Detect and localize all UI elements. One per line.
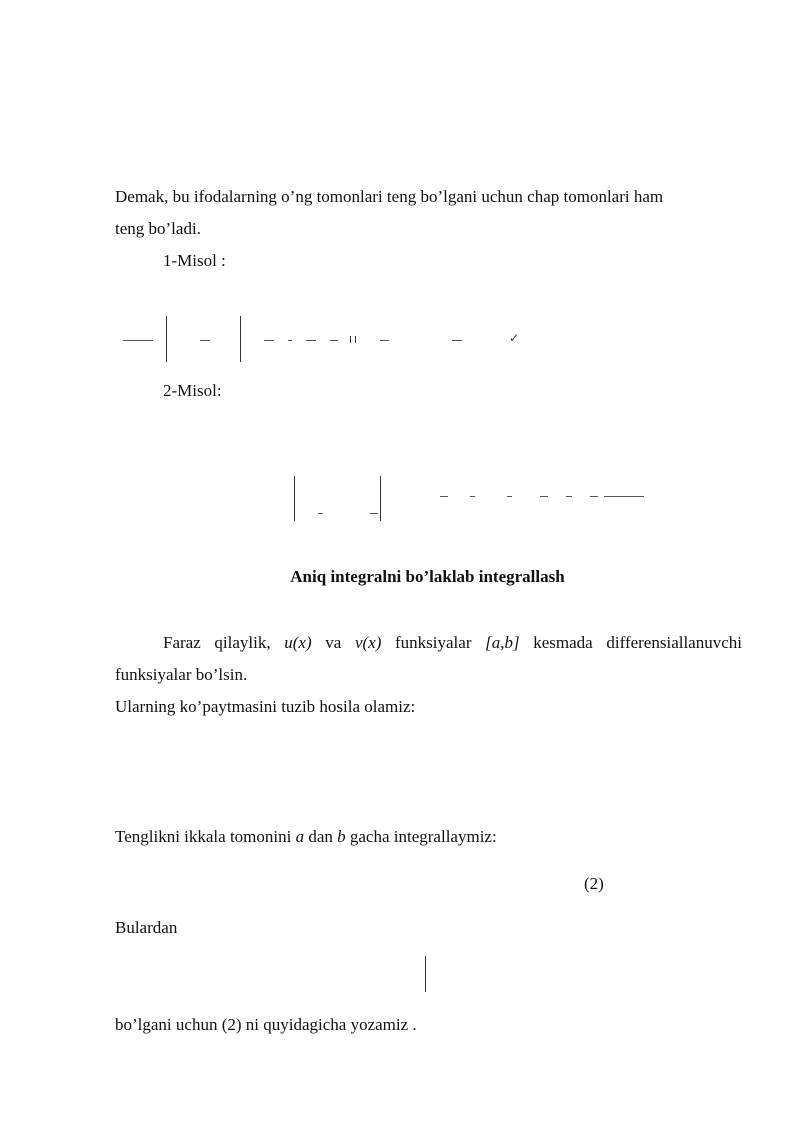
formula-1-fraction-bar [123, 340, 153, 341]
p2-func-v: v(x) [354, 633, 382, 652]
formula-1-stroke [330, 340, 338, 341]
formula-1-stroke [350, 336, 351, 343]
p2-func-u: u(x) [284, 633, 312, 652]
equation-number: (2) [584, 874, 604, 893]
formula-2-stroke [470, 496, 475, 497]
p4-text-dan: dan [308, 827, 333, 846]
formula-2-eval-bar-left [294, 476, 295, 521]
paragraph-1-line-2: teng bo’ladi. [115, 219, 201, 238]
formula-1-stroke [380, 340, 389, 341]
paragraph-2-line-2: funksiyalar bo’lsin. [115, 665, 248, 684]
p2-text-va: va [325, 633, 342, 652]
p2-text-c: kesmada differensiallanuvchi [533, 633, 742, 652]
p2-interval: [a,b] [485, 633, 520, 652]
formula-1-stroke [288, 340, 292, 341]
p4-text-c: gacha integrallaymiz: [349, 827, 497, 846]
formula-1-eval-bar-right [240, 316, 241, 362]
formula-1-radical-mark: ✓ [509, 331, 520, 345]
formula-1-stroke [200, 340, 210, 341]
formula-1-stroke [306, 340, 316, 341]
paragraph-3: Ularning ko’paytmasini tuzib hosila olamiz: [115, 697, 416, 716]
formula-2-stroke [507, 496, 512, 497]
example-1-label: 1-Misol : [163, 251, 226, 270]
formula-1-stroke [452, 340, 462, 341]
section-heading: Aniq integralni bo’laklab integrallash [290, 567, 565, 586]
formula-2-stroke [370, 513, 378, 514]
formula-2-eval-bar-right [380, 476, 381, 521]
paragraph-5: Bulardan [115, 918, 178, 937]
formula-1-stroke [355, 336, 356, 343]
example-2-label: 2-Misol: [163, 381, 222, 400]
formula-1-stroke [264, 340, 274, 341]
formula-2-stroke [540, 496, 548, 497]
p4-text-a: Tenglikni ikkala tomonini [115, 827, 292, 846]
paragraph-6: bo’lgani uchun (2) ni quyidagicha yozamiz . [115, 1015, 417, 1034]
formula-2-stroke [318, 513, 323, 514]
paragraph-4 [115, 827, 497, 847]
formula-2-stroke [566, 496, 572, 497]
paragraph-1-line-1: Demak, bu ifodalarning o’ng tomonlari teng bo’lgani uchun chap tomonlari ham [115, 187, 664, 206]
formula-3-eval-bar [425, 956, 426, 992]
p4-var-a: a [295, 827, 305, 846]
formula-1-eval-bar-left [166, 316, 167, 362]
p2-text-b: funksiyalar [395, 633, 472, 652]
formula-2-stroke [440, 496, 448, 497]
p4-var-b: b [337, 827, 346, 846]
p2-text-a: Faraz qilaylik, [163, 633, 271, 652]
paragraph-2-line-1 [115, 633, 742, 653]
formula-2-stroke [590, 496, 598, 497]
formula-2-stroke [604, 496, 644, 497]
